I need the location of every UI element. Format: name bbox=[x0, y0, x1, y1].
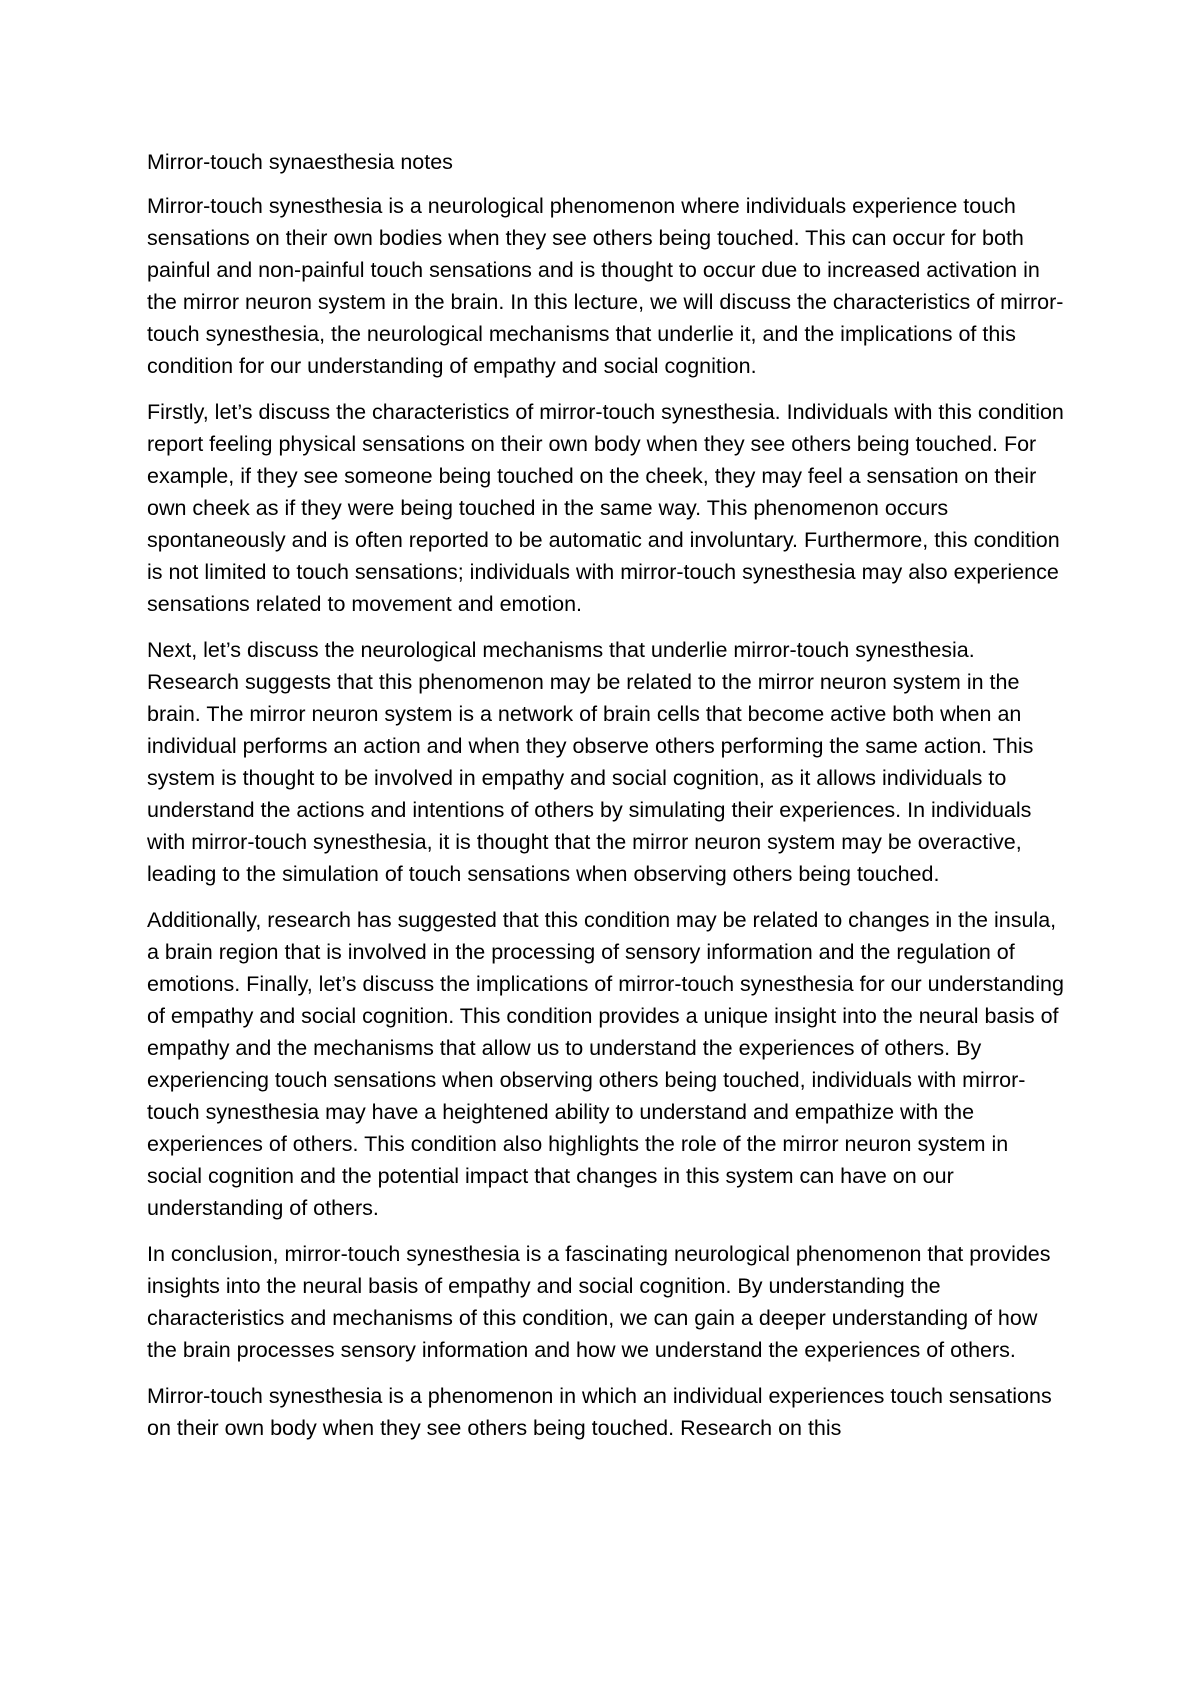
paragraph-intro: Mirror-touch synesthesia is a neurological phenomenon where individuals experience touch sensations on their own bodies when they see others being touched. This can occur for both painful and non-painful touch sensations and is thought to occur due to increased activation in the mirror neuron system in the brain. In this lecture, we will discuss the characteristics of mirror-touch synesthesia, the neurological mechanisms that underlie it, and the implications of this condition for our understanding of empathy and social cognition. bbox=[147, 194, 1064, 378]
paragraph-conclusion: In conclusion, mirror-touch synesthesia is a fascinating neurological phenomenon that provides insights into the neural basis of empathy and social cognition. By understanding the characteristics and mechanisms of this condition, we can gain a deeper understanding of how the brain processes sensory information and how we understand the experiences of others. bbox=[147, 1242, 1051, 1362]
document-body bbox=[147, 146, 1067, 1458]
paragraph-implications: Additionally, research has suggested that this condition may be related to changes in the insula, a brain region that is involved in the processing of sensory information and the regulation of emotions. Finally, let’s discuss the implications of mirror-touch synesthesia for our understanding of empathy and social cognition. This condition provides a unique insight into the neural basis of empathy and the mechanisms that allow us to understand the experiences of others. By experiencing touch sensations when observing others being touched, individuals with mirror-touch synesthesia may have a heightened ability to understand and empathize with the experiences of others. This condition also highlights the role of the mirror neuron system in social cognition and the potential impact that changes in this system can have on our understanding of others. bbox=[147, 908, 1064, 1220]
document-title: Mirror-touch synaesthesia notes bbox=[147, 150, 453, 174]
paragraph-mechanisms: Next, let’s discuss the neurological mechanisms that underlie mirror-touch synesthesia. Research suggests that this phenomenon may be related to the mirror neuron system in the brain. The mirror neuron system is a network of brain cells that become active both when an individual performs an action and when they observe others performing the same action. This system is thought to be involved in empathy and social cognition, as it allows individuals to understand the actions and intentions of others by simulating their experiences. In individuals with mirror-touch synesthesia, it is thought that the mirror neuron system may be overactive, leading to the simulation of touch sensations when observing others being touched. bbox=[147, 638, 1034, 886]
paragraph-characteristics: Firstly, let’s discuss the characteristics of mirror-touch synesthesia. Individuals with this condition report feeling physical sensations on their own body when they see others being touched. For example, if they see someone being touched on the cheek, they may feel a sensation on their own cheek as if they were being touched in the same way. This phenomenon occurs spontaneously and is often reported to be automatic and involuntary. Furthermore, this condition is not limited to touch sensations; individuals with mirror-touch synesthesia may also experience sensations related to movement and emotion. bbox=[147, 400, 1064, 616]
paragraph-continued: Mirror-touch synesthesia is a phenomenon in which an individual experiences touch sensations on their own body when they see others being touched. Research on this bbox=[147, 1384, 1052, 1440]
